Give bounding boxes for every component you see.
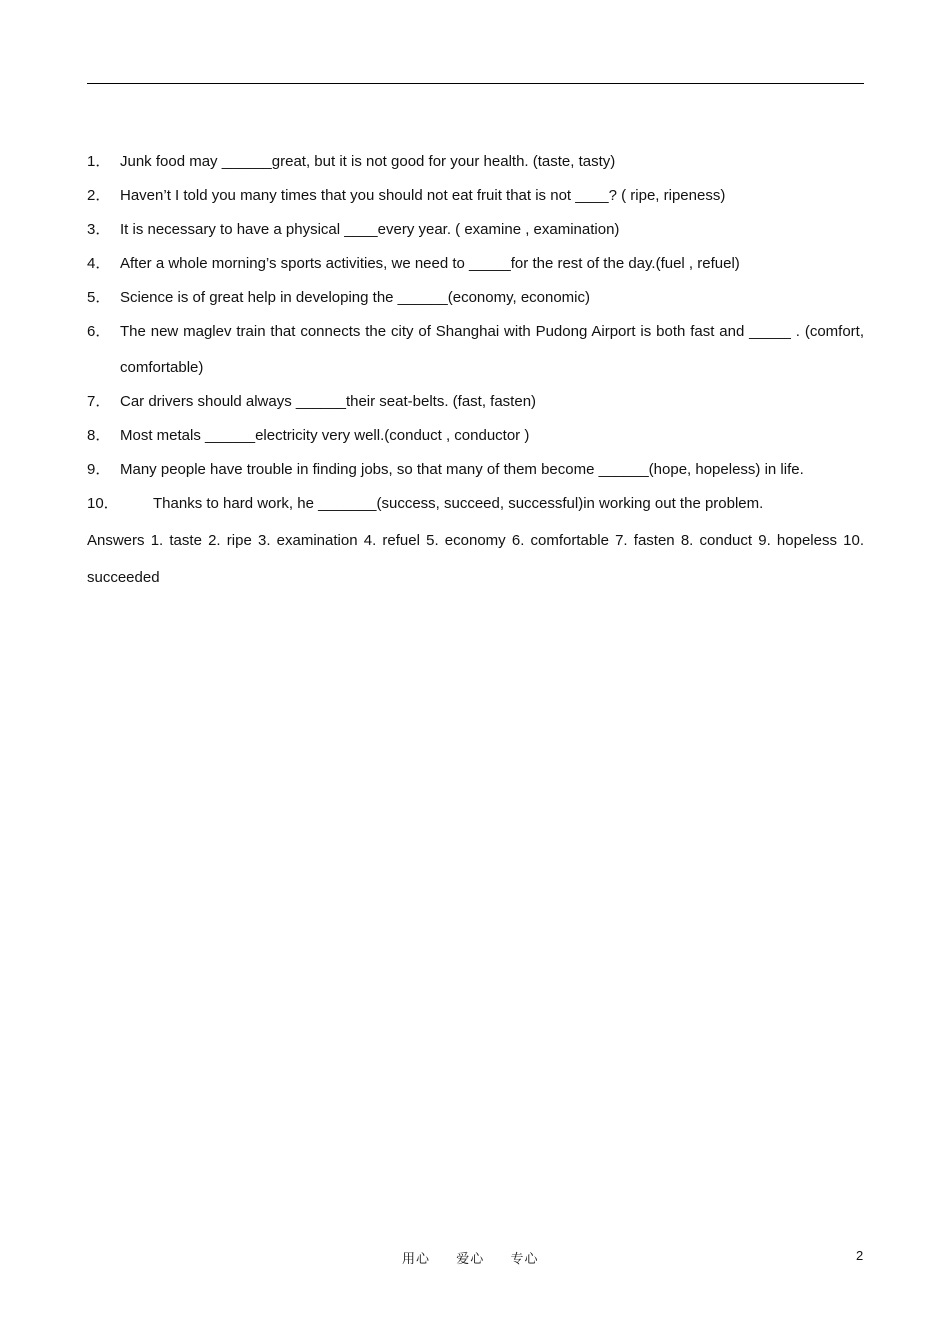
question-item — [87, 254, 864, 274]
question-number: 2． — [87, 187, 111, 204]
question-item — [87, 220, 864, 240]
question-text: Haven’t I told you many times that you should not eat fruit that is not ____? ( ripe, ripeness) — [120, 187, 726, 204]
question-number: 5． — [87, 289, 111, 306]
page-number: 2 — [856, 1248, 864, 1263]
question-item — [87, 494, 864, 514]
page-footer — [0, 1248, 950, 1268]
question-number: 1． — [87, 153, 111, 170]
footer-motto: 用心 爱心 专心 — [402, 1252, 539, 1267]
question-number: 3． — [87, 221, 111, 238]
question-number: 9． — [87, 461, 111, 478]
question-item — [87, 288, 864, 308]
question-item — [87, 322, 864, 386]
exercise-content — [87, 152, 864, 596]
answer-key: Answers 1. taste 2. ripe 3. examination 4. refuel 5. economy 6. comfortable 7. fasten 8. conduct 9. hopeless 10. succeeded — [87, 532, 864, 586]
question-text: Science is of great help in developing the ______(economy, economic) — [120, 289, 591, 306]
question-item — [87, 186, 864, 206]
question-number: 7． — [87, 393, 111, 410]
question-number: 6． — [87, 323, 111, 340]
question-text: It is necessary to have a physical ____every year. ( examine , examination) — [120, 221, 620, 238]
question-item — [87, 152, 864, 172]
question-number: 10． — [87, 495, 119, 512]
question-text: Many people have trouble in finding jobs, so that many of them become ______(hope, hopeless) in life. — [120, 461, 804, 478]
question-text: The new maglev train that connects the city of Shanghai with Pudong Airport is both fast and _____ . (comfort, comfortable) — [120, 323, 864, 376]
question-item — [87, 426, 864, 446]
question-text: Most metals ______electricity very well.(conduct , conductor ) — [120, 427, 530, 444]
question-text: Junk food may ______great, but it is not good for your health. (taste, tasty) — [120, 153, 616, 170]
question-number: 4． — [87, 255, 111, 272]
question-text: Car drivers should always ______their seat-belts. (fast, fasten) — [120, 393, 537, 410]
question-text: After a whole morning’s sports activities, we need to _____for the rest of the day.(fuel , refuel) — [120, 255, 740, 272]
question-number: 8． — [87, 427, 111, 444]
question-item — [87, 460, 864, 480]
question-item — [87, 392, 864, 412]
header-rule — [87, 83, 864, 84]
question-text: Thanks to hard work, he _______(success, succeed, successful)in working out the problem. — [153, 495, 764, 512]
